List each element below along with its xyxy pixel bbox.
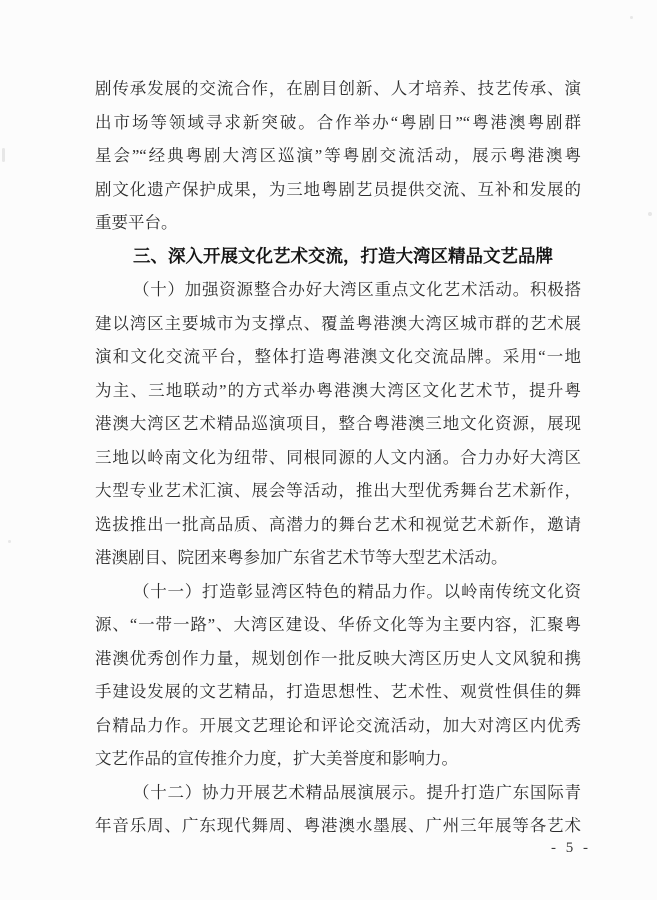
text-line: 剧传承发展的交流合作，在剧目创新、人才培养、技艺传承、演 <box>95 79 581 98</box>
text-line: （十二）协力开展艺术精品展演展示。提升打造广东国际青 <box>133 782 581 802</box>
text-line: 手建设发展的文艺精品，打造思想性、艺术性、观赏性俱佳的舞 <box>95 682 581 701</box>
text-line: 出市场等领域寻求新突破。合作举办“粤剧日”“粤港澳粤剧群 <box>95 112 581 132</box>
text-line: 源、“一带一路”、大湾区建设、华侨文化等为主要内容，汇聚粤 <box>95 615 581 634</box>
text-line: 星会”“经典粤剧大湾区巡演”等粤剧交流活动，展示粤港澳粤 <box>95 146 581 165</box>
text-line: 大型专业艺术汇演、展会等活动，推出大型优秀舞台艺术新作， <box>95 481 581 500</box>
text-block <box>95 72 581 843</box>
text-line: 为主、三地联动”的方式举办粤港澳大湾区文化艺术节，提升粤 <box>95 380 581 400</box>
page-number: - 5 - <box>551 840 591 856</box>
scan-speck <box>648 212 652 216</box>
text-line: 三地以岭南文化为纽带、同根同源的人文内涵。合力办好大湾区 <box>95 447 581 467</box>
text-line: 年音乐周、广东现代舞周、粤港澳水墨展、广州三年展等各艺术 <box>95 816 581 835</box>
scan-speck <box>2 148 5 162</box>
section-heading: 三、深入开展文化艺术交流，打造大湾区精品文艺品牌 <box>133 245 553 266</box>
text-line: 港澳剧目、院团来粤参加广东省艺术节等大型艺术活动。 <box>95 548 508 567</box>
text-line: 剧文化遗产保护成果，为三地粤剧艺员提供交流、互补和发展的 <box>95 179 581 199</box>
text-line: 选拔推出一批高品质、高潜力的舞台艺术和视觉艺术新作，邀请 <box>95 514 581 534</box>
text-line: （十一）打造彰显湾区特色的精品力作。以岭南传统文化资 <box>133 581 581 601</box>
text-line: 演和文化交流平台，整体打造粤港澳文化交流品牌。采用“一地 <box>95 347 581 366</box>
text-line: 建以湾区主要城市为支撑点、覆盖粤港澳大湾区城市群的艺术展 <box>95 313 581 333</box>
scan-speck <box>8 540 11 543</box>
text-line: 重要平台。 <box>95 213 178 232</box>
text-line: 文艺作品的宣传推介力度，扩大美誉度和影响力。 <box>95 749 458 768</box>
text-line: （十）加强资源整合办好大湾区重点文化艺术活动。积极搭 <box>133 280 581 299</box>
text-line: 台精品力作。开展文艺理论和评论交流活动，加大对湾区内优秀 <box>95 715 581 735</box>
text-line: 港澳大湾区艺术精品巡演项目，整合粤港澳三地文化资源，展现 <box>95 414 581 433</box>
scan-speck <box>630 16 633 19</box>
text-line: 港澳优秀创作力量，规划创作一批反映大湾区历史人文风貌和携 <box>95 648 581 668</box>
